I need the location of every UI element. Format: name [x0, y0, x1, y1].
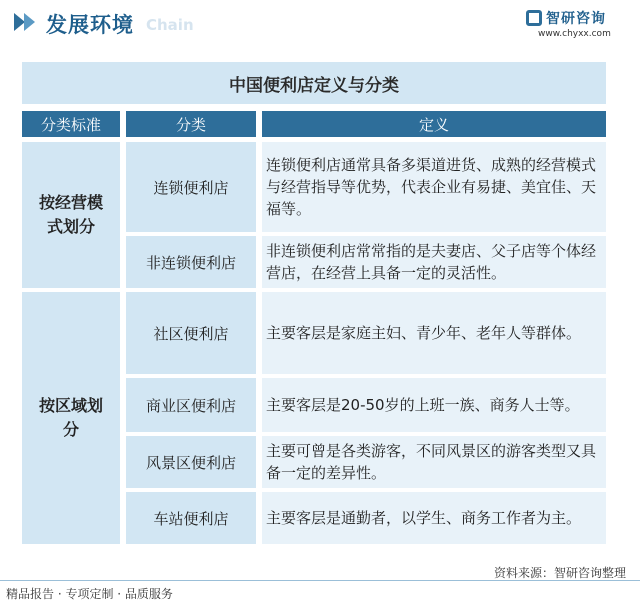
category-cell: 非连锁便利店 [126, 236, 256, 288]
column-header-category: 分类 [126, 111, 256, 137]
category-cell: 风景区便利店 [126, 436, 256, 488]
category-cell: 商业区便利店 [126, 378, 256, 432]
definition-cell: 非连锁便利店常常指的是夫妻店、父子店等个体经营店，在经营上具备一定的灵活性。 [262, 236, 606, 288]
chevron-mark-icon [14, 13, 38, 31]
definition-cell: 主要客层是20-50岁的上班一族、商务人士等。 [262, 378, 606, 432]
table-title: 中国便利店定义与分类 [22, 62, 606, 104]
header [0, 0, 640, 46]
logo-name: 智研咨询 [546, 11, 606, 27]
logo-icon [526, 10, 542, 26]
definition-cell: 主要可曾是各类游客，不同风景区的游客类型又具备一定的差异性。 [262, 436, 606, 488]
column-header-criterion: 分类标准 [22, 111, 120, 137]
section-title: 发展环境 [46, 13, 134, 37]
column-header-definition: 定义 [262, 111, 606, 137]
definition-table [22, 56, 606, 544]
section-subtitle: Chain [146, 16, 194, 34]
definition-cell: 主要客层是通勤者，以学生、商务工作者为主。 [262, 492, 606, 544]
source-note: 资料来源：智研咨询整理 [493, 566, 626, 580]
footer-divider [0, 580, 640, 581]
definition-cell: 主要客层是家庭主妇、青少年、老年人等群体。 [262, 292, 606, 374]
footer-tagline: 精品报告 · 专项定制 · 品质服务 [6, 587, 173, 601]
category-cell: 车站便利店 [126, 492, 256, 544]
category-cell: 社区便利店 [126, 292, 256, 374]
brand-logo [526, 8, 626, 42]
definition-cell: 连锁便利店通常具备多渠道进货、成熟的经营模式与经营指导等优势，代表企业有易捷、美宜佳、天福等。 [262, 142, 606, 232]
criterion-cell: 按经营模式划分 [22, 142, 120, 288]
logo-url: www.chyxx.com [538, 29, 611, 39]
criterion-cell: 按区域划分 [22, 292, 120, 544]
category-cell: 连锁便利店 [126, 142, 256, 232]
